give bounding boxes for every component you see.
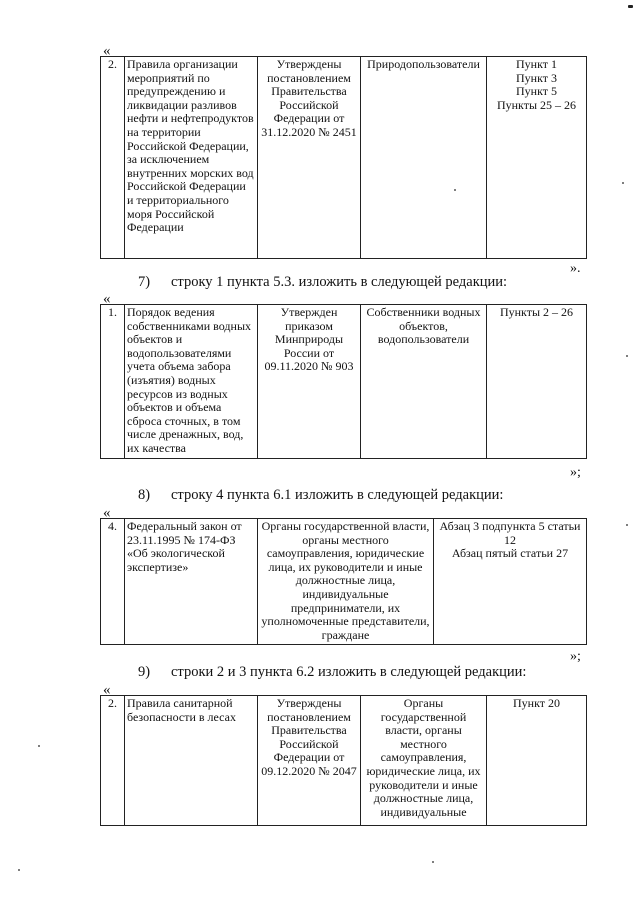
- document-name: Порядок ведения собственниками водных объектов и водопользователями учета объема забора (изъятия) водных ресурсов из водных объектов и объема сброса сточных, в том числе дренажных, вод, их качества: [125, 305, 258, 459]
- document-name: Федеральный закон от 23.11.1995 № 174-ФЗ «Об экологической экспертизе»: [125, 519, 258, 645]
- table-row: [101, 696, 587, 826]
- scan-speck: [18, 869, 20, 871]
- scan-speck: [626, 355, 628, 357]
- row-number: 2.: [101, 696, 125, 826]
- row-number: 4.: [101, 519, 125, 645]
- paragraph-text: строки 2 и 3 пункта 6.2 изложить в следующей редакции:: [171, 664, 527, 680]
- scan-speck: [38, 745, 40, 747]
- table-4: [100, 695, 587, 826]
- subjects: Природопользователи: [361, 57, 487, 259]
- paragraph-text: строку 1 пункта 5.3. изложить в следующей редакции:: [171, 274, 508, 290]
- scan-speck: [432, 861, 434, 863]
- subjects: Собственники водных объектов, водопользователи: [361, 305, 487, 459]
- open-quote: «: [103, 682, 111, 698]
- close-quote: »;: [570, 649, 581, 664]
- paragraph-number: 8): [138, 487, 151, 503]
- scan-speck: [622, 182, 624, 184]
- applicable-points: Абзац 3 подпункта 5 статьи 12 Абзац пятый статьи 27: [434, 519, 587, 645]
- document-name: Правила организации мероприятий по предупреждению и ликвидации разливов нефти и нефтепродуктов на территории Российской Федерации, за исключением внутренних морских вод Российской Федерации и территориального моря Российской Федерации: [125, 57, 258, 259]
- paragraph-number: 7): [138, 274, 151, 290]
- applicable-points: Пункт 20: [487, 696, 587, 826]
- applicable-points: Пункты 2 – 26: [487, 305, 587, 459]
- close-quote: »;: [570, 465, 581, 480]
- row-number: 2.: [101, 57, 125, 259]
- scan-speck: [454, 189, 456, 191]
- table-row: [101, 519, 587, 645]
- scan-speck: [628, 5, 633, 8]
- paragraph-text: строку 4 пункта 6.1 изложить в следующей редакции:: [171, 487, 504, 503]
- table-row: [101, 305, 587, 459]
- approval-details: Утверждены постановлением Правительства Российской Федерации от 31.12.2020 № 2451: [258, 57, 361, 259]
- paragraph-number: 9): [138, 664, 151, 680]
- open-quote: «: [103, 291, 111, 307]
- table-1: [100, 56, 587, 259]
- approval-details: Утверждены постановлением Правительства Российской Федерации от 09.12.2020 № 2047: [258, 696, 361, 826]
- table-2: [100, 304, 587, 459]
- subjects: Органы государственной власти, органы местного самоуправления, юридические лица, их руководители и иные должностные лица, индивидуальные: [361, 696, 487, 826]
- document-name: Правила санитарной безопасности в лесах: [125, 696, 258, 826]
- approval-details: Утвержден приказом Минприроды России от 09.11.2020 № 903: [258, 305, 361, 459]
- table-row: [101, 57, 587, 259]
- row-number: 1.: [101, 305, 125, 459]
- table-3: [100, 518, 587, 645]
- scan-speck: [626, 524, 628, 526]
- close-quote: ».: [570, 261, 581, 276]
- applicable-points: Пункт 1 Пункт 3 Пункт 5 Пункты 25 – 26: [487, 57, 587, 259]
- open-quote: «: [103, 505, 111, 521]
- subjects: Органы государственной власти, органы местного самоуправления, юридические лица, их руководители и иные должностные лица, индивидуальные предприниматели, их уполномоченные представители, граждане: [258, 519, 434, 645]
- open-quote: «: [103, 43, 111, 59]
